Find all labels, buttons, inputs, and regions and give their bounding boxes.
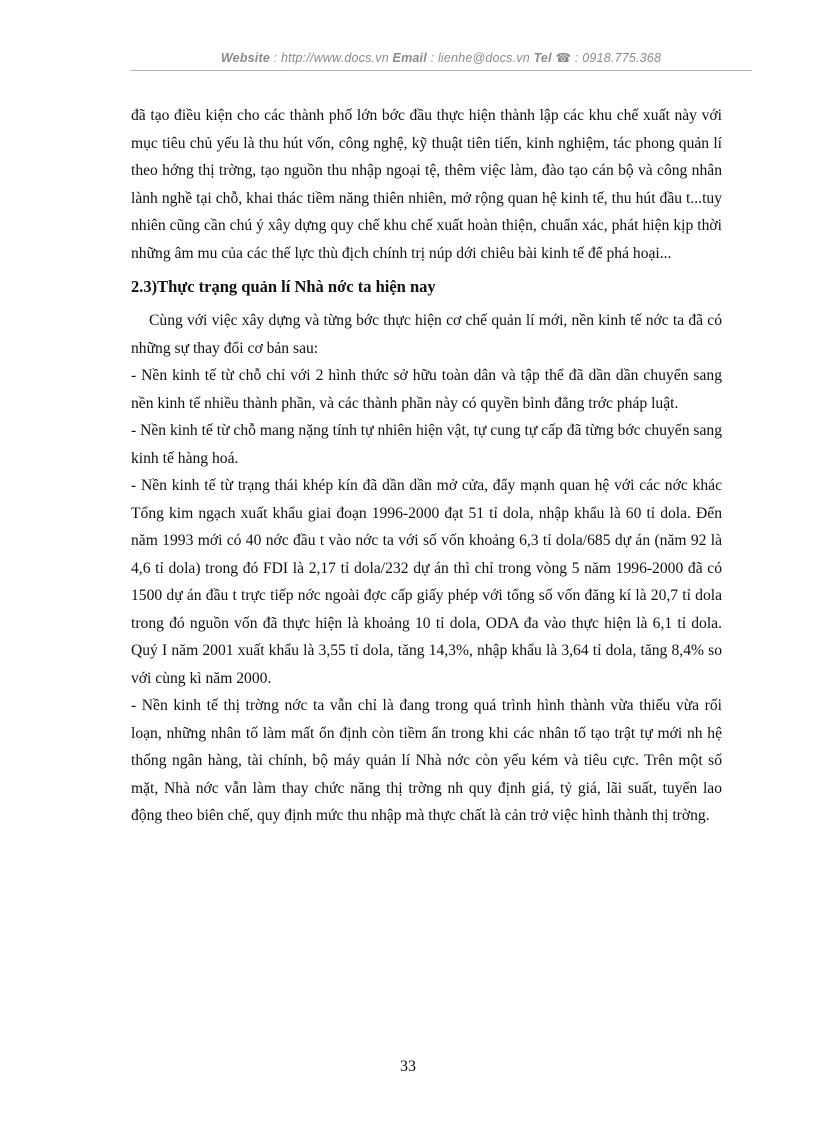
paragraph-2: Cùng với việc xây dựng và từng bớc thực hiện cơ chế quản lí mới, nền kinh tế nớc ta đã có những sự thay đổi cơ bản sau: (131, 312, 722, 357)
page-number: 33 (400, 1058, 416, 1075)
paragraph-4: - Nền kinh tế từ chỗ mang nặng tính tự nhiên hiện vật, tự cung tự cấp đã từng bớc chuyển sang kinh tế hàng hoá. (131, 422, 722, 467)
email-label: Email (392, 51, 427, 65)
tel-value: ☎ : 0918.775.368 (555, 51, 662, 65)
email-value: : lienhe@docs.vn (430, 51, 530, 65)
header-divider (130, 70, 752, 71)
tel-label: Tel (533, 51, 552, 65)
section-heading: 2.3)Thực trạng quản lí Nhà nớc ta hiện nay (131, 277, 436, 296)
website-value: : http://www.docs.vn (273, 51, 389, 65)
paragraph-3: - Nền kinh tế từ chỗ chỉ với 2 hình thức sở hữu toàn dân và tập thể đã dần dần chuyển sang nền kinh tế nhiều thành phần, và các thành phần này có quyền bình đẳng trớc pháp luật. (131, 367, 722, 412)
page-header (130, 50, 752, 65)
document-body (131, 102, 722, 830)
paragraph-6: - Nền kinh tế thị trờng nớc ta vẫn chỉ là đang trong quá trình hình thành vừa thiếu vừa rối loạn, những nhân tố làm mất ổn định còn tiềm ẩn trong khi các nhân tố tạo trật tự mới nh hệ thống ngân hàng, tài chính, bộ máy quản lí Nhà nớc còn yếu kém và tiêu cực. Trên một số mặt, Nhà nớc vẫn làm thay chức năng thị trờng nh quy định giá, tỷ giá, lãi suất, tuyển lao động theo biên chế, quy định mức thu nhập mà thực chất là cản trở việc hình thành thị trờng. (131, 697, 722, 824)
paragraph-1: đã tạo điều kiện cho các thành phố lớn bớc đầu thực hiện thành lập các khu chế xuất này với mục tiêu chủ yếu là thu hút vốn, công nghệ, kỹ thuật tiên tiến, kinh nghiệm, tác phong quản lí theo hớng thị trờng, tạo nguồn thu nhập ngoại tệ, thêm việc làm, đào tạo cán bộ và công nhân lành nghề tại chỗ, khai thác tiềm năng thiên nhiên, mở rộng quan hệ kinh tế, thu hút đầu t...tuy nhiên cũng cần chú ý xây dựng quy chế khu chế xuất hoàn thiện, chuẩn xác, phát hiện kịp thời những âm mu của các thế lực thù địch chính trị núp dới chiêu bài kinh tế để phá hoại... (131, 107, 722, 262)
paragraph-5: - Nền kinh tế từ trạng thái khép kín đã dần dần mở cửa, đẩy mạnh quan hệ với các nớc khác Tổng kim ngạch xuất khẩu giai đoạn 1996-2000 đạt 51 tỉ dola, nhập khẩu là 60 tỉ dola. Đến năm 1993 mới có 40 nớc đầu t vào nớc ta với số vốn khoảng 6,3 tỉ dola/685 dự án (năm 92 là 4,6 tỉ dola) trong đó FDI là 2,17 tỉ dola/232 dự án thì chỉ trong vòng 5 năm 1996-2000 đã có 1500 dự án đầu t trực tiếp nớc ngoài đợc cấp giấy phép với tổng số vốn đăng kí là 20,7 tỉ dola trong đó nguồn vốn đã thực hiện là khoảng 10 tỉ dola, ODA đa vào thực hiện là 6,1 tỉ dola. Quý I năm 2001 xuất khẩu là 3,55 tỉ dola, tăng 14,3%, nhập khẩu là 3,64 tỉ dola, tăng 8,4% so với cùng kì năm 2000. (131, 477, 722, 687)
website-label: Website (220, 51, 270, 65)
